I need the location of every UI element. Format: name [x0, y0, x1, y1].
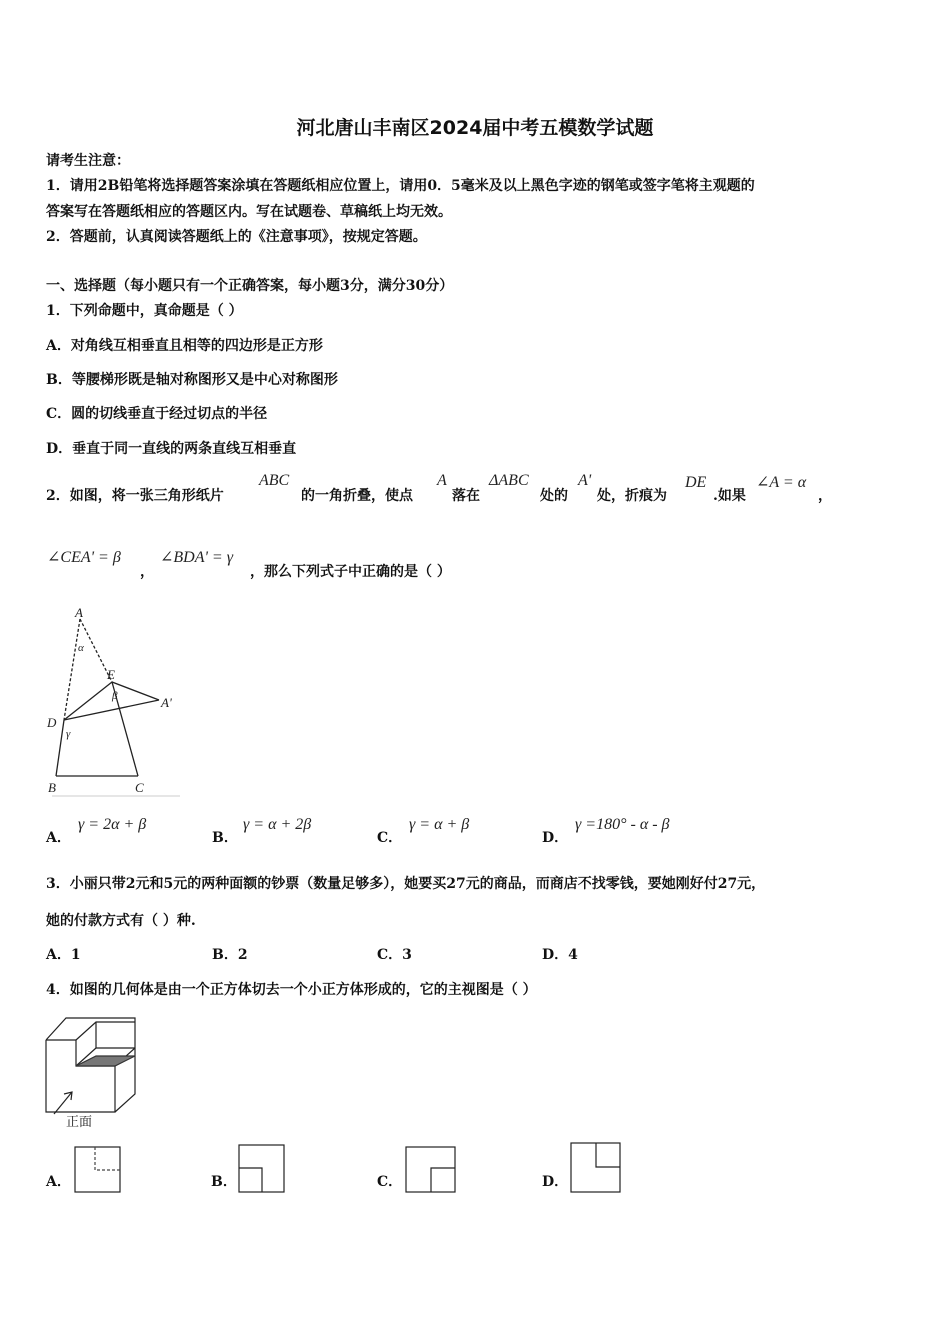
q2-option-a-label: A． [46, 830, 71, 846]
q4-option-d-label: D． [542, 1174, 569, 1190]
q2-math-triangle: ΔABC [489, 472, 529, 489]
q2-option-d-formula: γ =180° - α - β [575, 816, 670, 833]
q2-text-7: ， [818, 488, 832, 504]
q4-option-a-label: A． [46, 1174, 71, 1190]
q4-option-c-view [405, 1146, 457, 1194]
q3-option-c: C．3 [377, 947, 412, 963]
q4-option-d-view [570, 1142, 622, 1194]
q1-option-c: C．圆的切线垂直于经过切点的半径 [46, 406, 268, 422]
q2-math-de: DE [685, 474, 707, 491]
q3-stem-1: 3．小丽只带2元和5元的两种面额的钞票（数量足够多），她要买27元的商品，而商店不找零钱，要她刚好付27元， [46, 876, 766, 892]
fig-label-c: C [135, 780, 144, 795]
cube-figure [40, 1012, 145, 1132]
q3-option-a: A．1 [46, 947, 81, 963]
q2-option-a-formula: γ = 2α + β [78, 816, 147, 833]
fig-label-gamma: γ [66, 728, 71, 740]
q2-text-2: 的一角折叠，使点 [301, 488, 413, 504]
fig-label-a: A [75, 605, 83, 620]
q2-math-beta: ∠CEA' = β [47, 549, 121, 566]
q4-option-c-label: C． [377, 1174, 403, 1190]
q3-stem-2: 她的付款方式有（ ）种. [46, 913, 196, 929]
section-heading: 一、选择题（每小题只有一个正确答案，每小题3分，满分30分） [46, 278, 454, 294]
q2-text-5: 处，折痕为 [597, 488, 667, 504]
triangle-fold-figure [40, 605, 190, 805]
front-label: 正面 [66, 1115, 93, 1130]
notice-line-1: 1．请用2B铅笔将选择题答案涂填在答题纸相应位置上，请用0．5毫米及以上黑色字迹的钢笔或签字笔将主观题的 [46, 178, 755, 194]
q2-option-b-label: B． [212, 830, 238, 846]
q2-text-6: .如果 [713, 488, 746, 504]
q2-math-abc: ABC [259, 472, 290, 489]
fig-label-e: E [107, 667, 115, 682]
notice-heading: 请考生注意： [46, 153, 130, 169]
q2-option-d-label: D． [542, 830, 569, 846]
notice-line-2: 答案写在答题纸相应的答题区内。写在试题卷、草稿纸上均无效。 [46, 204, 452, 220]
q4-option-a-view [74, 1146, 122, 1194]
q2-math-a: A [437, 472, 447, 489]
q2-text-1: 2．如图，将一张三角形纸片 [46, 488, 224, 504]
fig-label-d: D [47, 715, 57, 730]
q2-option-c-label: C． [377, 830, 403, 846]
q1-option-b: B．等腰梯形既是轴对称图形又是中心对称图形 [46, 372, 338, 388]
q2-option-c-formula: γ = α + β [409, 816, 470, 833]
q2-text-4: 处的 [540, 488, 568, 504]
q1-option-a: A．对角线互相垂直且相等的四边形是正方形 [46, 338, 323, 354]
fig-label-b: B [48, 780, 56, 795]
q2-math-angle-a: ∠A = α [756, 474, 807, 491]
q4-option-b-view [238, 1144, 286, 1194]
fig-label-a-prime: A' [161, 695, 172, 710]
q2-option-b-formula: γ = α + 2β [243, 816, 312, 833]
q3-option-b: B．2 [212, 947, 248, 963]
q2-text-9: ，那么下列式子中正确的是（ ） [250, 564, 451, 580]
q2-text-8: ， [140, 564, 154, 580]
notice-line-3: 2．答题前，认真阅读答题纸上的《注意事项》，按规定答题。 [46, 229, 427, 245]
q4-stem: 4．如图的几何体是由一个正方体切去一个小正方体形成的，它的主视图是（ ） [46, 982, 537, 998]
q2-math-a-prime: A' [578, 472, 592, 489]
q2-math-gamma: ∠BDA' = γ [160, 549, 234, 566]
q2-text-3: 落在 [452, 488, 480, 504]
page-title: 河北唐山丰南区2024届中考五模数学试题 [296, 117, 654, 139]
q1-option-d: D．垂直于同一直线的两条直线互相垂直 [46, 441, 297, 457]
fig-label-beta: β [112, 690, 118, 702]
q3-option-d: D．4 [542, 947, 578, 963]
q1-stem: 1．下列命题中，真命题是（ ） [46, 303, 243, 319]
fig-label-alpha: α [78, 642, 84, 654]
q4-option-b-label: B． [211, 1174, 237, 1190]
